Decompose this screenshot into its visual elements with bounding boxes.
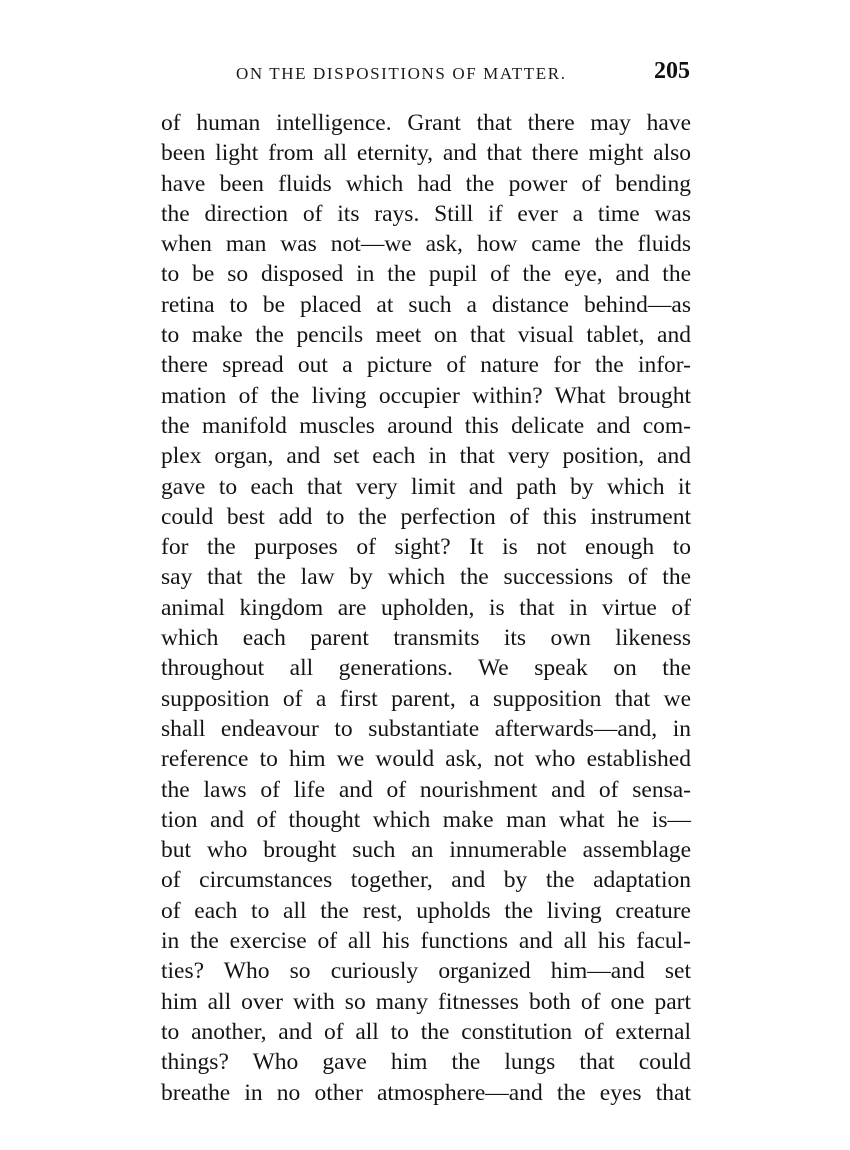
text-line: ties? Who so curiously organized him—and set xyxy=(161,958,691,985)
body-text xyxy=(161,108,691,1108)
text-line: which each parent transmits its own likeness xyxy=(161,625,691,652)
text-line: shall endeavour to substantiate afterwards—and, in xyxy=(161,715,691,742)
text-line: of circumstances together, and by the adaptation xyxy=(161,867,691,894)
text-line: breathe in no other atmosphere—and the eyes that xyxy=(161,1079,691,1106)
text-line: plex organ, and set each in that very position, and xyxy=(161,443,691,470)
text-line: the direction of its rays. Still if ever a time was xyxy=(161,200,691,227)
text-line: the laws of life and of nourishment and of sensa- xyxy=(161,776,691,803)
text-line: gave to each that very limit and path by which it xyxy=(161,473,691,500)
text-line: supposition of a first parent, a supposition that we xyxy=(161,685,691,712)
text-line: in the exercise of all his functions and all his facul- xyxy=(161,928,691,955)
text-line: say that the law by which the successions of the xyxy=(161,564,691,591)
text-line: to another, and of all to the constitution of external xyxy=(161,1018,691,1045)
text-line: him all over with so many fitnesses both of one part xyxy=(161,988,691,1015)
text-line: the manifold muscles around this delicate and com- xyxy=(161,412,691,439)
text-line: things? Who gave him the lungs that could xyxy=(161,1049,691,1076)
running-title: ON THE DISPOSITIONS OF MATTER. xyxy=(236,64,567,83)
text-line: there spread out a picture of nature for the infor- xyxy=(161,352,691,379)
text-line: of human intelligence. Grant that there may have xyxy=(161,110,691,136)
text-line: to make the pencils meet on that visual tablet, and xyxy=(161,322,691,349)
text-line: mation of the living occupier within? What brought xyxy=(161,382,691,409)
text-line: could best add to the perfection of this instrument xyxy=(161,503,691,530)
text-line: reference to him we would ask, not who established xyxy=(161,746,691,773)
text-line: have been fluids which had the power of bending xyxy=(161,170,691,197)
text-line: to be so disposed in the pupil of the eye, and the xyxy=(161,261,691,288)
text-line: when man was not—we ask, how came the fluids xyxy=(161,231,691,258)
text-line: retina to be placed at such a distance behind—as xyxy=(161,291,691,318)
text-line: been light from all eternity, and that there might also xyxy=(161,140,691,167)
running-head xyxy=(160,58,690,92)
text-line: but who brought such an innumerable assemblage xyxy=(161,837,691,864)
page-number: 205 xyxy=(654,58,690,84)
text-line: of each to all the rest, upholds the living creature xyxy=(161,897,691,924)
text-line: tion and of thought which make man what he is— xyxy=(161,806,691,833)
text-line: animal kingdom are upholden, is that in virtue of xyxy=(161,594,691,621)
text-line: for the purposes of sight? It is not enough to xyxy=(161,534,691,561)
text-line: throughout all generations. We speak on the xyxy=(161,655,691,682)
